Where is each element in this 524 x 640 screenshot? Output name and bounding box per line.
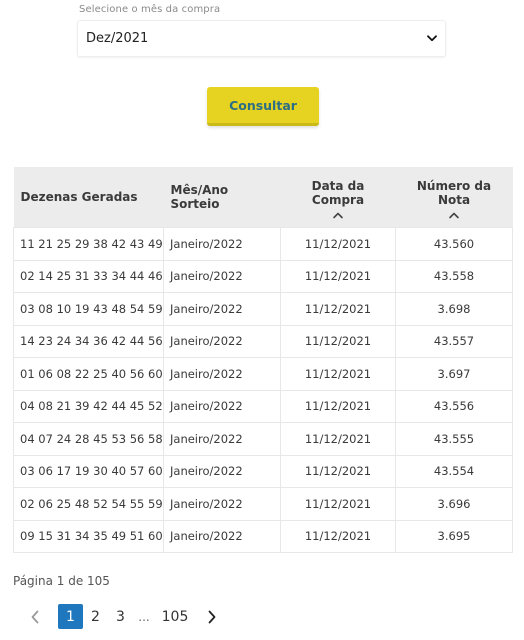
cell-dezenas: 14 23 24 34 36 42 44 56 xyxy=(14,325,164,358)
cell-dezenas: 04 08 21 39 42 44 45 52 xyxy=(14,390,164,423)
cell-data-compra: 11/12/2021 xyxy=(281,293,396,326)
cell-dezenas: 09 15 31 34 35 49 51 60 xyxy=(14,520,164,553)
cell-numero-nota: 3.697 xyxy=(396,358,513,391)
cell-mes-ano: Janeiro/2022 xyxy=(164,228,281,261)
table-row xyxy=(14,390,513,423)
month-select[interactable] xyxy=(77,20,446,57)
next-page-button[interactable] xyxy=(201,604,223,629)
table-header-row xyxy=(14,167,513,228)
cell-dezenas: 04 07 24 28 45 53 56 58 xyxy=(14,423,164,456)
cell-numero-nota: 3.696 xyxy=(396,488,513,521)
chevron-down-icon xyxy=(425,32,439,46)
page-button-3[interactable]: 3 xyxy=(116,608,125,625)
cell-mes-ano: Janeiro/2022 xyxy=(164,455,281,488)
cell-data-compra: 11/12/2021 xyxy=(281,325,396,358)
header-dezenas-geradas xyxy=(14,167,164,228)
consult-button[interactable]: Consultar xyxy=(207,87,319,126)
cell-dezenas: 03 06 17 19 30 40 57 60 xyxy=(14,455,164,488)
sort-chevron-up-icon[interactable] xyxy=(332,211,344,219)
cell-mes-ano: Janeiro/2022 xyxy=(164,260,281,293)
pagination xyxy=(24,604,223,629)
cell-data-compra: 11/12/2021 xyxy=(281,520,396,553)
cell-numero-nota: 3.695 xyxy=(396,520,513,553)
cell-dezenas: 03 08 10 19 43 48 54 59 xyxy=(14,293,164,326)
table-row xyxy=(14,325,513,358)
header-label: Número da Nota xyxy=(416,179,492,207)
cell-data-compra: 11/12/2021 xyxy=(281,390,396,423)
cell-mes-ano: Janeiro/2022 xyxy=(164,520,281,553)
header-label: Dezenas Geradas xyxy=(20,190,138,204)
month-select-value: Dez/2021 xyxy=(86,31,149,46)
chevron-left-icon xyxy=(30,610,40,624)
cell-numero-nota: 43.557 xyxy=(396,325,513,358)
cell-data-compra: 11/12/2021 xyxy=(281,488,396,521)
results-table xyxy=(13,167,513,553)
table-row xyxy=(14,228,513,261)
cell-data-compra: 11/12/2021 xyxy=(281,228,396,261)
cell-numero-nota: 43.558 xyxy=(396,260,513,293)
cell-numero-nota: 43.555 xyxy=(396,423,513,456)
cell-dezenas: 02 06 25 48 52 54 55 59 xyxy=(14,488,164,521)
table-row xyxy=(14,423,513,456)
cell-numero-nota: 3.698 xyxy=(396,293,513,326)
header-label: Mês/Ano Sorteio xyxy=(170,183,229,211)
page-info: Página 1 de 105 xyxy=(13,574,110,588)
header-mes-ano-sorteio xyxy=(164,167,281,228)
header-numero-da-nota[interactable] xyxy=(396,167,513,228)
cell-data-compra: 11/12/2021 xyxy=(281,260,396,293)
table-row xyxy=(14,293,513,326)
page-button-1[interactable]: 1 xyxy=(58,604,83,629)
page-ellipsis: ... xyxy=(138,609,150,624)
cell-dezenas: 02 14 25 31 33 34 44 46 xyxy=(14,260,164,293)
cell-dezenas: 01 06 08 22 25 40 56 60 xyxy=(14,358,164,391)
cell-mes-ano: Janeiro/2022 xyxy=(164,358,281,391)
table-row xyxy=(14,520,513,553)
cell-dezenas: 11 21 25 29 38 42 43 49 xyxy=(14,228,164,261)
cell-mes-ano: Janeiro/2022 xyxy=(164,423,281,456)
table-row xyxy=(14,260,513,293)
cell-numero-nota: 43.554 xyxy=(396,455,513,488)
cell-numero-nota: 43.556 xyxy=(396,390,513,423)
cell-data-compra: 11/12/2021 xyxy=(281,358,396,391)
month-select-label: Selecione o mês da compra xyxy=(79,4,221,15)
cell-mes-ano: Janeiro/2022 xyxy=(164,390,281,423)
cell-mes-ano: Janeiro/2022 xyxy=(164,293,281,326)
table-row xyxy=(14,455,513,488)
cell-data-compra: 11/12/2021 xyxy=(281,455,396,488)
sort-chevron-up-icon[interactable] xyxy=(448,211,460,219)
cell-mes-ano: Janeiro/2022 xyxy=(164,488,281,521)
page-button-last[interactable]: 105 xyxy=(161,608,189,625)
table-row xyxy=(14,488,513,521)
cell-data-compra: 11/12/2021 xyxy=(281,423,396,456)
page-button-2[interactable]: 2 xyxy=(91,608,100,625)
prev-page-button[interactable] xyxy=(24,604,46,629)
header-data-da-compra[interactable] xyxy=(281,167,396,228)
cell-numero-nota: 43.560 xyxy=(396,228,513,261)
table-row xyxy=(14,358,513,391)
header-label: Data da Compra xyxy=(311,179,365,207)
chevron-right-icon xyxy=(207,610,217,624)
cell-mes-ano: Janeiro/2022 xyxy=(164,325,281,358)
